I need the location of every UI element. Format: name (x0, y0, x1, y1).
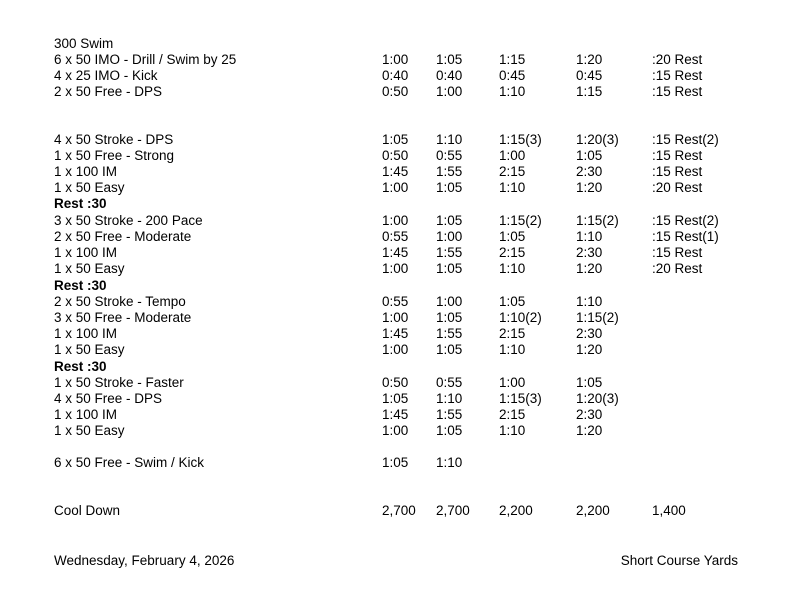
interval-cell: 1:20 (576, 261, 603, 276)
interval-cell: 1:05 (436, 213, 463, 228)
table-row (0, 180, 792, 196)
interval-cell: 1:10(2) (499, 310, 542, 325)
interval-cell: 0:50 (382, 84, 409, 99)
table-row (0, 455, 792, 471)
interval-cell: 1:45 (382, 245, 409, 260)
set-label: 1 x 100 IM (54, 164, 118, 179)
interval-cell: 2:30 (576, 326, 603, 341)
rest-heading: Rest :30 (54, 278, 107, 293)
interval-cell: 2,700 (436, 503, 470, 518)
interval-cell: 2,200 (576, 503, 610, 518)
set-label: 1 x 50 Easy (54, 423, 125, 438)
interval-cell: 2:15 (499, 326, 526, 341)
set-label: 1 x 50 Free - Strong (54, 148, 175, 163)
table-row (0, 132, 792, 148)
interval-cell: :20 Rest (652, 180, 703, 195)
interval-cell: 1:45 (382, 326, 409, 341)
set-label: Cool Down (54, 503, 121, 518)
interval-cell: 2:30 (576, 407, 603, 422)
interval-cell: 1:05 (576, 148, 603, 163)
interval-cell: 1:20 (576, 342, 603, 357)
interval-cell: 1:00 (382, 423, 409, 438)
table-row (0, 326, 792, 342)
table-row (0, 245, 792, 261)
interval-cell: 1:45 (382, 407, 409, 422)
interval-cell: 1:55 (436, 407, 463, 422)
interval-cell: 1:15(2) (576, 213, 619, 228)
set-label: 1 x 100 IM (54, 245, 118, 260)
interval-cell: 0:45 (499, 68, 526, 83)
interval-cell: 0:55 (382, 229, 409, 244)
interval-cell: 1:05 (436, 423, 463, 438)
table-row (0, 375, 792, 391)
interval-cell: 1:10 (576, 229, 603, 244)
set-label: 1 x 50 Easy (54, 342, 125, 357)
rest-heading: Rest :30 (54, 196, 107, 211)
table-row (0, 423, 792, 439)
interval-cell: 1:15 (499, 52, 526, 67)
interval-cell: 0:55 (382, 294, 409, 309)
set-label: 300 Swim (54, 36, 114, 51)
interval-cell: 1:05 (576, 375, 603, 390)
interval-cell: 1:10 (436, 391, 463, 406)
set-label: 4 x 25 IMO - Kick (54, 68, 158, 83)
interval-cell: 1:10 (499, 180, 526, 195)
interval-cell: 1:10 (499, 84, 526, 99)
interval-cell: 1:05 (499, 294, 526, 309)
table-row (0, 148, 792, 164)
set-label: 1 x 50 Stroke - Faster (54, 375, 184, 390)
set-label: 2 x 50 Stroke - Tempo (54, 294, 186, 309)
interval-cell: 0:55 (436, 148, 463, 163)
interval-cell: :15 Rest (652, 148, 703, 163)
table-row (0, 164, 792, 180)
table-row (0, 36, 792, 52)
interval-cell: 1:00 (382, 261, 409, 276)
interval-cell: 0:50 (382, 148, 409, 163)
interval-cell: 1:00 (436, 229, 463, 244)
set-label: 4 x 50 Stroke - DPS (54, 132, 174, 147)
interval-cell: 1:15(2) (576, 310, 619, 325)
rest-heading: Rest :30 (54, 359, 107, 374)
table-row (0, 294, 792, 310)
footer-course: Short Course Yards (620, 553, 738, 568)
interval-cell: 0:50 (382, 375, 409, 390)
interval-cell: 1:55 (436, 164, 463, 179)
table-row (0, 342, 792, 358)
interval-cell: 1:55 (436, 326, 463, 341)
interval-cell: 1:10 (499, 261, 526, 276)
set-label: 6 x 50 Free - Swim / Kick (54, 455, 205, 470)
interval-cell: 1,400 (652, 503, 686, 518)
interval-cell: 1:20 (576, 423, 603, 438)
interval-cell: 0:45 (576, 68, 603, 83)
table-row (0, 261, 792, 277)
set-label: 6 x 50 IMO - Drill / Swim by 25 (54, 52, 237, 67)
interval-cell: 1:15(2) (499, 213, 542, 228)
set-label: 1 x 100 IM (54, 326, 118, 341)
interval-cell: 1:20(3) (576, 132, 619, 147)
table-row (0, 229, 792, 245)
table-row (0, 359, 792, 375)
interval-cell: 1:10 (576, 294, 603, 309)
table-row (0, 391, 792, 407)
set-label: 1 x 100 IM (54, 407, 118, 422)
interval-cell: 1:05 (436, 52, 463, 67)
interval-cell: 0:40 (382, 68, 409, 83)
set-label: 1 x 50 Easy (54, 180, 125, 195)
set-label: 3 x 50 Free - Moderate (54, 310, 192, 325)
interval-cell: 1:05 (499, 229, 526, 244)
table-row (0, 52, 792, 68)
set-label: 3 x 50 Stroke - 200 Pace (54, 213, 203, 228)
interval-cell: :15 Rest(2) (652, 132, 719, 147)
interval-cell: 1:10 (499, 423, 526, 438)
interval-cell: :15 Rest(2) (652, 213, 719, 228)
interval-cell: 1:05 (436, 310, 463, 325)
interval-cell: 1:10 (499, 342, 526, 357)
interval-cell: 1:15 (576, 84, 603, 99)
interval-cell: 1:05 (382, 132, 409, 147)
table-row (0, 196, 792, 212)
interval-cell: 1:00 (436, 84, 463, 99)
set-label: 2 x 50 Free - Moderate (54, 229, 192, 244)
table-row (0, 503, 792, 519)
interval-cell: 0:40 (436, 68, 463, 83)
interval-cell: 1:05 (382, 455, 409, 470)
interval-cell: 2:15 (499, 164, 526, 179)
interval-cell: 1:00 (436, 294, 463, 309)
interval-cell: 2:15 (499, 245, 526, 260)
interval-cell: 1:20(3) (576, 391, 619, 406)
interval-cell: 1:05 (382, 391, 409, 406)
interval-cell: 1:00 (499, 148, 526, 163)
interval-cell: 1:00 (382, 52, 409, 67)
interval-cell: 2:30 (576, 245, 603, 260)
interval-cell: 1:05 (436, 342, 463, 357)
interval-cell: :20 Rest (652, 52, 703, 67)
interval-cell: 1:05 (436, 180, 463, 195)
interval-cell: 1:00 (382, 310, 409, 325)
interval-cell: 1:00 (499, 375, 526, 390)
interval-cell: 2:15 (499, 407, 526, 422)
interval-cell: :15 Rest (652, 164, 703, 179)
interval-cell: 1:10 (436, 455, 463, 470)
table-row (0, 310, 792, 326)
interval-cell: 1:05 (436, 261, 463, 276)
table-row (0, 407, 792, 423)
interval-cell: 2,700 (382, 503, 416, 518)
interval-cell: 1:15(3) (499, 132, 542, 147)
interval-cell: :15 Rest(1) (652, 229, 719, 244)
interval-cell: :15 Rest (652, 68, 703, 83)
interval-cell: 1:20 (576, 180, 603, 195)
interval-cell: :15 Rest (652, 84, 703, 99)
interval-cell: 1:55 (436, 245, 463, 260)
table-row (0, 68, 792, 84)
interval-cell: 1:00 (382, 213, 409, 228)
interval-cell: 1:10 (436, 132, 463, 147)
interval-cell: 1:00 (382, 342, 409, 357)
interval-cell: 2:30 (576, 164, 603, 179)
table-row (0, 278, 792, 294)
interval-cell: 1:15(3) (499, 391, 542, 406)
interval-cell: 1:45 (382, 164, 409, 179)
set-label: 4 x 50 Free - DPS (54, 391, 163, 406)
set-label: 1 x 50 Easy (54, 261, 125, 276)
set-label: 2 x 50 Free - DPS (54, 84, 163, 99)
table-row (0, 84, 792, 100)
interval-cell: 0:55 (436, 375, 463, 390)
interval-cell: :20 Rest (652, 261, 703, 276)
table-row (0, 213, 792, 229)
interval-cell: 2,200 (499, 503, 533, 518)
footer-date: Wednesday, February 4, 2026 (54, 553, 235, 568)
interval-cell: :15 Rest (652, 245, 703, 260)
interval-cell: 1:20 (576, 52, 603, 67)
interval-cell: 1:00 (382, 180, 409, 195)
